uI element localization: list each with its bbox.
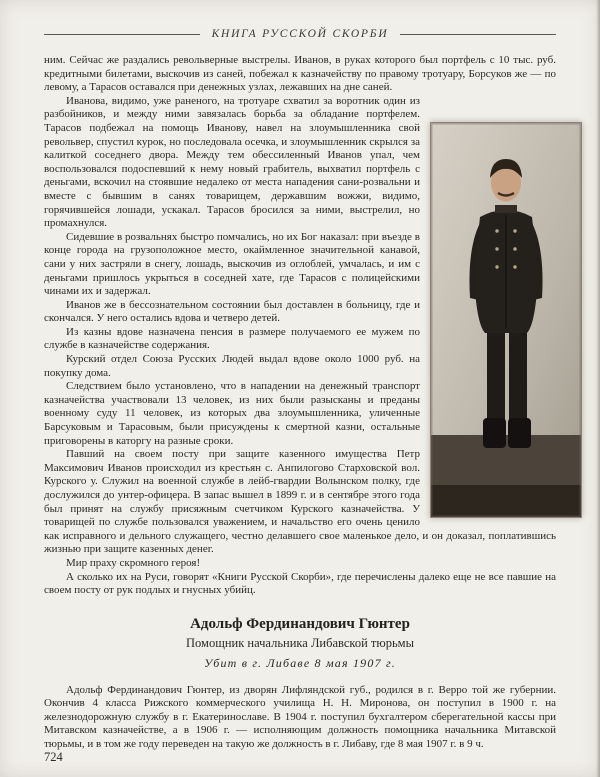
paragraph: Иванова, видимо, уже раненого, на тротуаре схватил за воротник один из разбойников, и между ними завязалась борьба за обладание портфелем. Тарасов подбежал на помощь Иванову, навел на злоумышленника свой револьвер, спустил курок, но последовала осечка, и злоумышленник скрылся за калиткой соседнего двора. Между тем обессиленный Иванов упал, чем воспользовался подоспевший к нему новый грабитель, выхватил портфель с деньгами, вскочил на стоявшие недалеко от места нападения сани-розвальни и вместе с бывшим в санях товарищем, державшим вожжи, видимо, горячившейся лошади, ускакал. Тарасов бросился за ними, выстрелил, но промахнулся. bbox=[44, 94, 420, 230]
article-dateline: Убит в г. Либаве 8 мая 1907 г. bbox=[204, 655, 396, 670]
page-number: 724 bbox=[44, 750, 63, 764]
paragraph: Адольф Фердинандович Гюнтер, из дворян Лифляндской губ., родился в г. Верро той же губернии. Окончив 4 класса Рижского коммерческого училища Н. Н. Миронова, он поступил в 1900 г. на железнодорожную службу в г. Екатеринославе. В 1904 г. поступил бухгалтером сберегательной кассы при Митавском казначействе, а в 1906 г. — исполняющим должность помощника начальника Митавской тюрьмы, и в том же году переведен на такую же должность в г. Либаву, где 8 мая 1907 г. в 9 ч. bbox=[44, 683, 556, 750]
paragraph: Сидевшие в розвальнях быстро помчались, но их Бог наказал: при въезде в конце города на грузоположное место, окаймленное значительной канавой, сани у них застряли в снегу, лошадь, выскочив из оглоблей, умчалась, и им с деньгами пришлось укрыться в соседней хате, где Тарасов с полицейскими чинами их и задержал. bbox=[44, 230, 420, 298]
header-title: КНИГА РУССКОЙ СКОРБИ bbox=[211, 28, 389, 40]
paragraph: Мир праху скромного героя! bbox=[66, 556, 201, 569]
portrait-photo-illustration bbox=[431, 123, 581, 517]
paragraph: ним. Сейчас же раздались револьверные выстрелы. Иванов, в руках которого был портфель с 10 тыс. руб. кредитными билетами, выскочив из саней, побежал к казначейству по правому тротуару, Борсуков же — по левому, а Тарасов оставался при денежных узлах, лежавших на дне саней. bbox=[44, 54, 556, 94]
scan-bottom-edge bbox=[0, 770, 600, 777]
paragraph: А сколько их на Руси, говорят «Книги Русской Скорби», где перечислены далеко еще не все павшие на своем посту от рук подлых и гнусных убийц. bbox=[44, 570, 556, 597]
running-head bbox=[44, 28, 556, 40]
paragraph: Курский отдел Союза Русских Людей выдал вдове около 1000 руб. на покупку дома. bbox=[44, 353, 420, 379]
header-rule-left bbox=[44, 34, 200, 35]
paragraph: Павший на своем посту при защите казенного имущества Петр Максимович Иванов происходил из крестьян с. Анпилогово Старховской вол. Курского у. Служил на военной службе в лейб-гвардии Волынском полку, где дослужился до унтер-офицера. В запас вышел в 1899 г. и в сентябре этого года был принят на службу присяжным счетчиком Курского казначейства. У товарищей по службе пользовался уважением, и начальство его очень ценило как исправного и дельного служащего, честно делавшего свое маленькое дело, и он доказал, поплатившись жизнью при защите казенных денег. bbox=[44, 448, 556, 556]
paragraph: Иванов же в бессознательном состоянии был доставлен в больницу, где и скончался. У него остались вдова и четверо детей. bbox=[44, 298, 420, 325]
article-text bbox=[44, 54, 556, 752]
portrait-photo bbox=[430, 122, 582, 518]
article-subtitle: Помощник начальника Либавской тюрьмы bbox=[186, 636, 414, 651]
scan-right-edge bbox=[596, 0, 600, 777]
paragraph: Из казны вдове назначена пенсия в размере получаемого ее мужем по службе в казначействе содержания. bbox=[44, 325, 420, 352]
paragraph: Следствием было установлено, что в нападении на денежный транспорт казначейства участвовали 13 человек, из них были разысканы и преданы военному суду 11 человек, из которых два злоумышленника, уличенные Барсуковым и Тарасовым, были присуждены к смертной казни, остальные приговорены в каторгу на разные сроки. bbox=[44, 380, 420, 447]
header-rule-right bbox=[400, 34, 556, 35]
article-title: Адольф Фердинандович Гюнтер bbox=[190, 615, 410, 632]
